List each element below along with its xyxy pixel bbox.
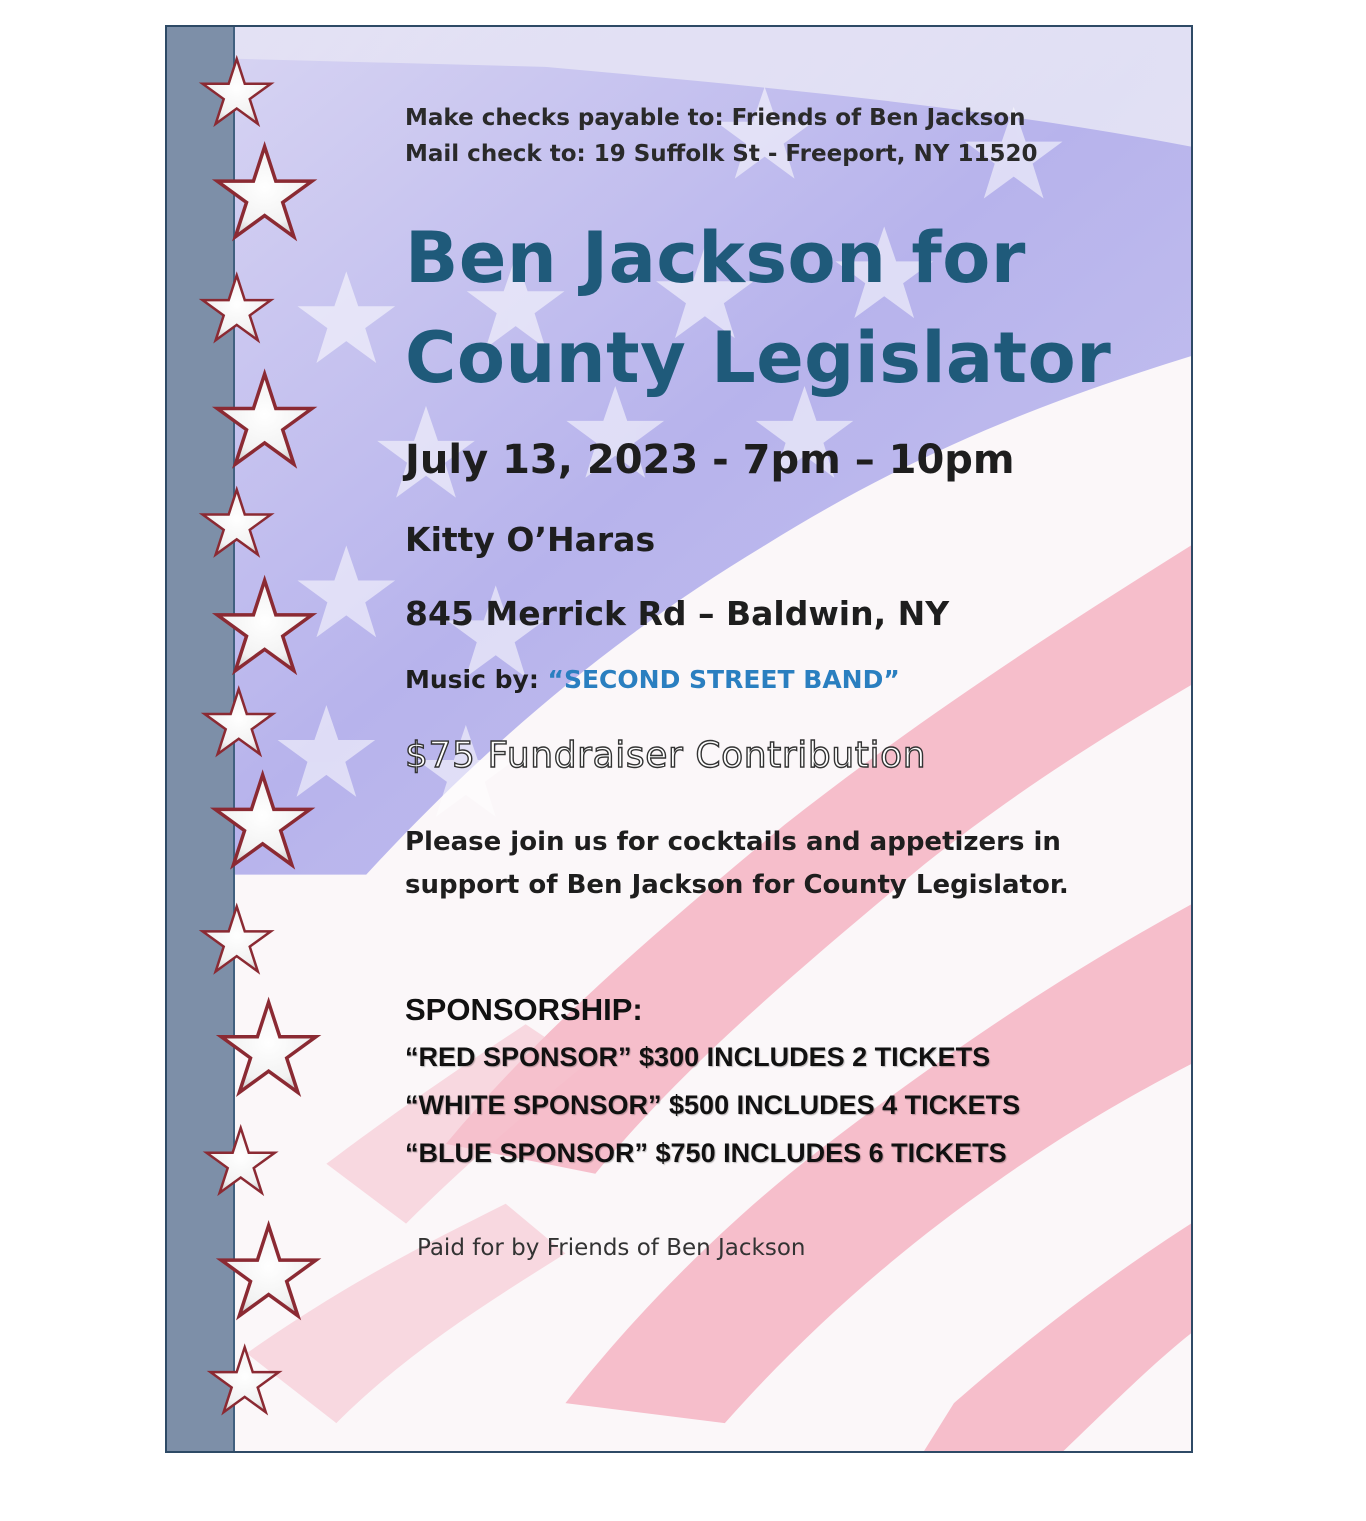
sponsorship-heading: SPONSORSHIP:	[405, 992, 643, 1027]
sponsor-tier-white: “WHITE SPONSOR” $500 INCLUDES 4 TICKETS	[405, 1090, 1021, 1120]
title-line-2: County Legislator	[405, 317, 1112, 399]
mail-to-line: Mail check to: 19 Suffolk St - Freeport, NY 11520	[405, 141, 1038, 167]
band-name: “SECOND STREET BAND”	[547, 665, 900, 694]
sponsor-tier-red: “RED SPONSOR” $300 INCLUDES 2 TICKETS	[405, 1042, 991, 1072]
music-prefix: Music by:	[405, 665, 548, 694]
title-line-1: Ben Jackson for	[405, 217, 1026, 299]
music-line	[405, 665, 900, 694]
invitation-line-2: support of Ben Jackson for County Legislator.	[405, 870, 1069, 900]
sponsor-tier-blue: “BLUE SPONSOR” $750 INCLUDES 6 TICKETS	[405, 1138, 1007, 1168]
invitation-line-1: Please join us for cocktails and appetizers in	[405, 827, 1061, 857]
contribution-amount: $75 Fundraiser Contribution	[405, 735, 927, 776]
paid-for-disclaimer: Paid for by Friends of Ben Jackson	[417, 1235, 806, 1261]
event-date-time: July 13, 2023 - 7pm – 10pm	[405, 437, 1015, 483]
event-address: 845 Merrick Rd – Baldwin, NY	[405, 594, 950, 633]
event-venue: Kitty O’Haras	[405, 520, 656, 559]
flyer	[165, 25, 1193, 1453]
payable-to-line: Make checks payable to: Friends of Ben Jackson	[405, 105, 1026, 131]
side-strip	[167, 27, 235, 1451]
